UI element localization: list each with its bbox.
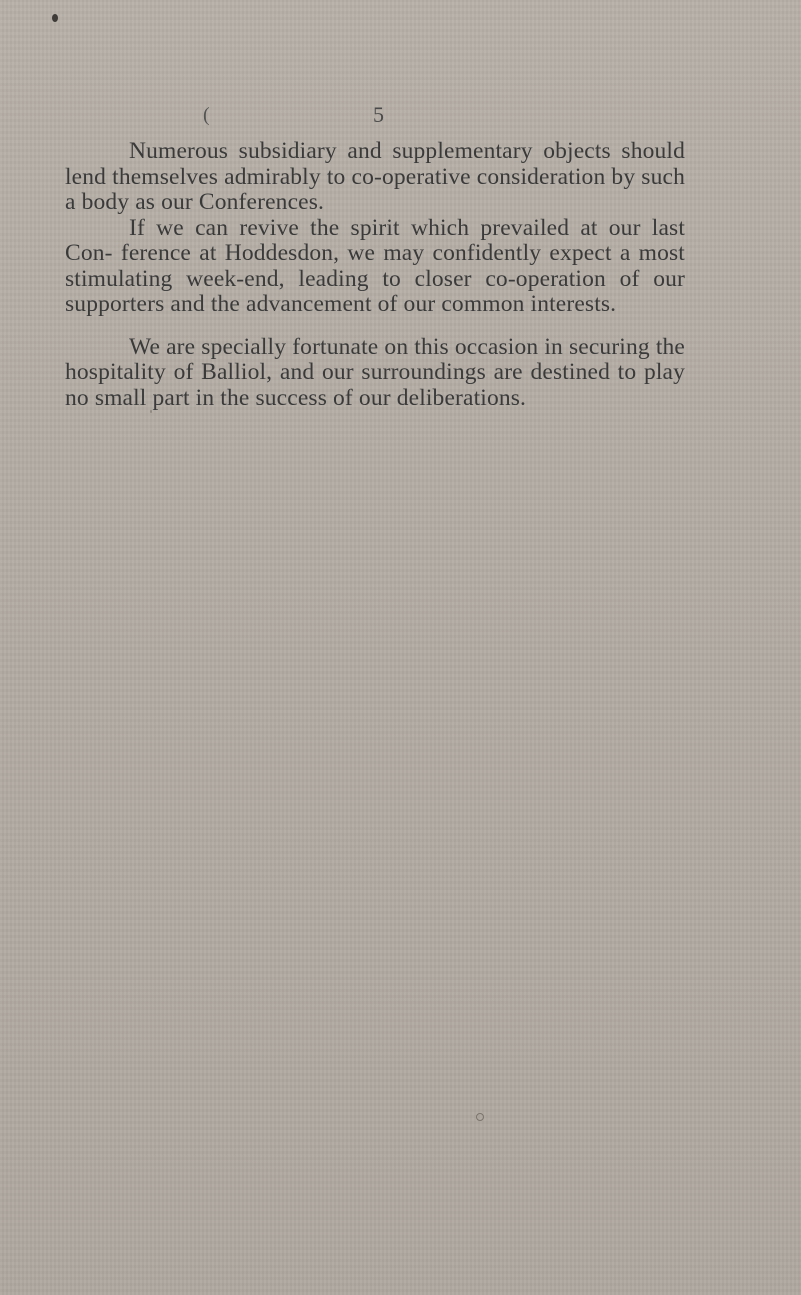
paragraph-hoddesdon: If we can revive the spirit which prevailed at our last Con- ference at Hoddesdon, we may confidently expect a most stimulating week-end, leading to closer co-operation of our supporters and the advancement of our common interests.: [65, 214, 685, 317]
paragraph-objects: Numerous subsidiary and supplementary objects should lend themselves admirably to co-operative consideration by such a body as our Conferences.: [65, 138, 685, 215]
body-text: [65, 139, 685, 411]
paragraph-balliol: We are specially fortunate on this occasion in securing the hospitality of Balliol, and our surroundings are destined to play no small part in the success of our deliberations.: [65, 333, 685, 411]
ink-speck: [150, 410, 152, 413]
stray-mark: (: [203, 104, 210, 126]
ink-speck: [476, 1113, 484, 1121]
page-number: 5: [373, 102, 384, 127]
ink-speck: [52, 14, 58, 22]
